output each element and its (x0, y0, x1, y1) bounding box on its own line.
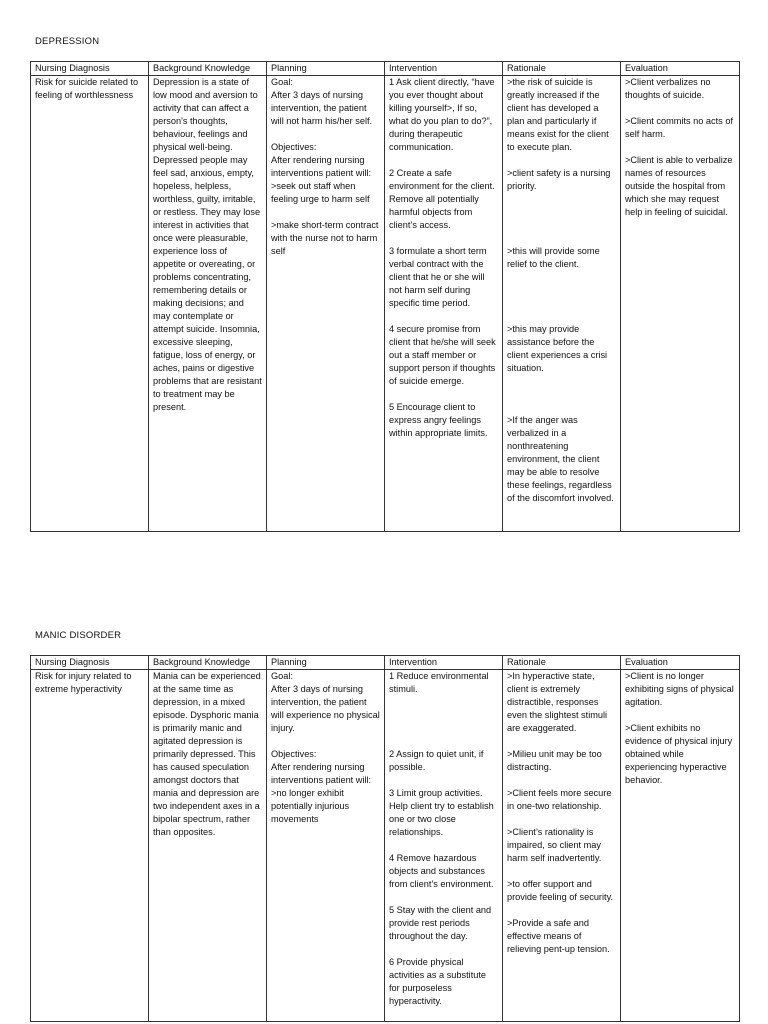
intervention-cell (385, 670, 503, 1022)
objectives-intro: After rendering nursing interventions patient will: (271, 155, 372, 178)
intervention-item: 4 secure promise from client that he/she will seek out a staff member or support person if thoughts of suicide emerge. (389, 324, 496, 386)
nursing-diagnosis-text: Risk for injury related to extreme hyperactivity (35, 671, 132, 694)
header-nursing-diagnosis: Nursing Diagnosis (31, 62, 149, 76)
rationale-item: >to offer support and provide feeling of security. (507, 879, 614, 902)
depression-care-plan-table (30, 61, 740, 532)
rationale-cell (503, 670, 621, 1022)
intervention-item: 6 Provide physical activities as a substitute for purposeless hyperactivity. (389, 957, 487, 1006)
header-nursing-diagnosis: Nursing Diagnosis (31, 656, 149, 670)
evaluation-item: >Client verbalizes no thoughts of suicide. (625, 77, 711, 100)
header-rationale: Rationale (503, 62, 621, 76)
evaluation-item: >Client is no longer exhibiting signs of physical agitation. (625, 671, 734, 707)
planning-cell (267, 76, 385, 532)
rationale-item: >Client feels more secure in one-two relationship. (507, 788, 612, 811)
rationale-item: >Milieu unit may be too distracting. (507, 749, 602, 772)
rationale-item: >client safety is a nursing priority. (507, 168, 611, 191)
rationale-item: >If the anger was verbalized in a nonthreatening environment, the client may be able to resolve these feelings, regardless of the discomfort involved. (507, 415, 614, 503)
nursing-diagnosis-text: Risk for suicide related to feeling of worthlessness (35, 77, 139, 100)
header-intervention: Intervention (385, 656, 503, 670)
objective-item: >no longer exhibit potentially injurious movements (271, 788, 350, 824)
table-header-row (31, 62, 740, 76)
intervention-item: 3 formulate a short term verbal contract with the client that he or she will not harm self during specific time period. (389, 246, 487, 308)
header-rationale: Rationale (503, 656, 621, 670)
intervention-cell (385, 76, 503, 532)
intervention-item: 5 Stay with the client and provide rest periods throughout the day. (389, 905, 492, 941)
goal-text: After 3 days of nursing intervention, the patient will experience no physical injury. (271, 684, 380, 733)
rationale-item: >Provide a safe and effective means of relieving pent-up tension. (507, 918, 610, 954)
rationale-item: >the risk of suicide is greatly increased if the client has developed a plan and particularly if means exist for the client to execute plan. (507, 77, 609, 152)
nursing-diagnosis-cell (31, 670, 149, 1022)
header-evaluation: Evaluation (621, 62, 740, 76)
rationale-item: >this may provide assistance before the client experiences a crisi situation. (507, 324, 608, 373)
intervention-item: 3 Limit group activities. Help client try to establish one or two close relationships. (389, 788, 494, 837)
evaluation-cell (621, 76, 740, 532)
evaluation-item: >Client commits no acts of self harm. (625, 116, 733, 139)
evaluation-item: >Client exhibits no evidence of physical injury obtained while experiencing hyperactive behavior. (625, 723, 733, 785)
intervention-item: 4 Remove hazardous objects and substances from client’s environment. (389, 853, 494, 889)
rationale-item: >Client’s rationality is impaired, so client may harm self inadvertently. (507, 827, 602, 863)
header-evaluation: Evaluation (621, 656, 740, 670)
objectives-label: Objectives: (271, 142, 317, 152)
intervention-item: 1 Ask client directly, “have you ever thought about killing yourself>, If so, what do you plan to do?”, during therapeutic communication. (389, 77, 495, 152)
table-row (31, 76, 740, 532)
section-title-depression: DEPRESSION (35, 36, 100, 47)
intervention-item: 1 Reduce environmental stimuli. (389, 671, 489, 694)
table-row (31, 670, 740, 1022)
rationale-item: >In hyperactive state, client is extremely distractible, responses even the slightest stimuli are exaggerated. (507, 671, 608, 733)
background-knowledge-text: Depression is a state of low mood and aversion to activity that can affect a person's thoughts, behaviour, feelings and physical well-being. Depressed people may feel sad, anxious, empty, hopeless, helpless, worthless, guilty, irritable, or restless. They may lose interest in activities that once were pleasurable, experience loss of appetite or overeating, or problems concentrating, remembering details or making decisions; and may contemplate or attempt suicide. Insomnia, excessive sleeping, fatigue, loss of energy, or aches, pains or digestive problems that are resistant to treatment may be present. (153, 77, 262, 412)
intervention-item: 2 Create a safe environment for the client. Remove all potentially harmful objects from client’s access. (389, 168, 495, 230)
evaluation-item: >Client is able to verbalize names of resources outside the hospital from which she may request help in feeling of suicidal. (625, 155, 733, 217)
header-planning: Planning (267, 62, 385, 76)
background-knowledge-cell (149, 670, 267, 1022)
objective-item: >seek out staff when feeling urge to harm self (271, 181, 370, 204)
background-knowledge-cell (149, 76, 267, 532)
goal-text: After 3 days of nursing intervention, the patient will not harm his/her self. (271, 90, 373, 126)
goal-label: Goal: (271, 77, 293, 87)
intervention-item: 5 Encourage client to express angry feelings within appropriate limits. (389, 402, 488, 438)
background-knowledge-text: Mania can be experienced at the same time as depression, in a mixed episode. Dysphoric mania is primarily manic and agitated depression is primarily depressed. This has caused speculation amongst doctors that mania and depression are two independent axes in a bipolar spectrum, rather than opposites. (153, 671, 261, 837)
section-title-manic-disorder: MANIC DISORDER (35, 630, 122, 641)
objective-item: >make short-term contract with the nurse not to harm self (271, 220, 379, 256)
header-intervention: Intervention (385, 62, 503, 76)
objectives-label: Objectives: (271, 749, 317, 759)
intervention-item: 2 Assign to quiet unit, if possible. (389, 749, 484, 772)
header-background-knowledge: Background Knowledge (149, 656, 267, 670)
evaluation-cell (621, 670, 740, 1022)
objectives-intro: After rendering nursing interventions patient will: (271, 762, 372, 785)
header-planning: Planning (267, 656, 385, 670)
nursing-diagnosis-cell (31, 76, 149, 532)
planning-cell (267, 670, 385, 1022)
manic-disorder-care-plan-table (30, 655, 740, 1022)
rationale-cell (503, 76, 621, 532)
header-background-knowledge: Background Knowledge (149, 62, 267, 76)
rationale-item: >this will provide some relief to the client. (507, 246, 600, 269)
goal-label: Goal: (271, 671, 293, 681)
table-header-row (31, 656, 740, 670)
